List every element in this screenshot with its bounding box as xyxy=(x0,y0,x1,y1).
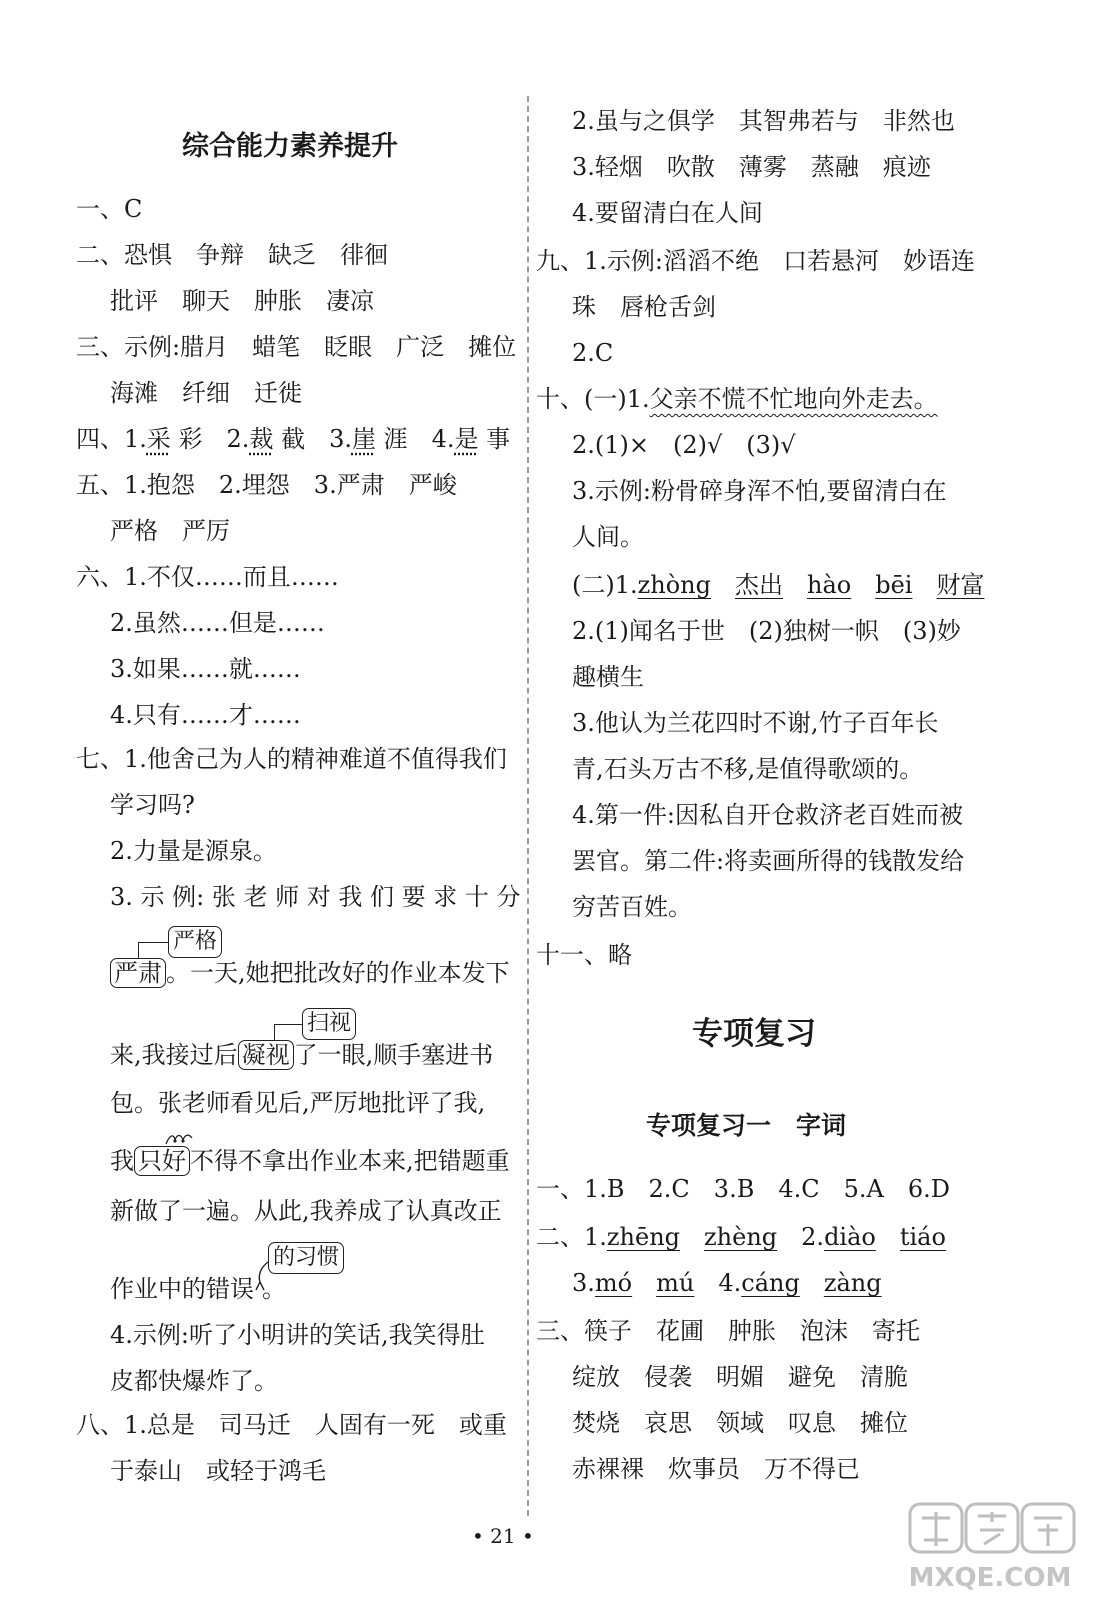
answer-7-2: 2.力量是源泉。 xyxy=(110,837,277,865)
answer-5: 五、1.抱怨 2.埋怨 3.严肃 严峻 xyxy=(76,471,457,499)
answer-1: 一、C xyxy=(76,195,143,223)
answer-10-part2-3-cont: 青,石头万古不移,是值得歌颂的。 xyxy=(572,755,924,783)
review-answer-2-cont: 3.mó mú 4.cáng zàng xyxy=(572,1269,882,1297)
review-answer-1: 一、1.B 2.C 3.B 4.C 5.A 6.D xyxy=(536,1175,950,1203)
answer-10-part2-4-cont: 罢官。第二件:将卖画所得的钱散发给 xyxy=(572,847,965,875)
answer-8-cont: 于泰山 或轻于鸿毛 xyxy=(110,1457,326,1485)
answer-10-part2-4: 4.第一件:因私自开仓救济老百姓而被 xyxy=(572,801,963,829)
answer-9: 九、1.示例:滔滔不绝 口若悬河 妙语连 xyxy=(536,247,975,275)
answer-10-part2-3: 3.他认为兰花四时不谢,竹子百年长 xyxy=(572,709,939,737)
answer-6-2: 2.虽然……但是…… xyxy=(110,609,325,637)
answer-6-3: 3.如果……就…… xyxy=(110,655,301,683)
answer-10-3: 3.示例:粉骨碎身浑不怕,要留清白在 xyxy=(572,477,947,505)
answer-11: 十一、略 xyxy=(536,941,632,969)
answer-7-3: 3. 示 例: 张 老 师 对 我 们 要 求 十 分 xyxy=(110,883,521,911)
answer-6-4: 4.只有……才…… xyxy=(110,701,301,729)
answer-8: 八、1.总是 司马迁 人固有一死 或重 xyxy=(76,1411,507,1439)
answer-7-cont: 学习吗? xyxy=(110,791,195,819)
review-answer-3-cont: 焚烧 哀思 领域 叹息 摊位 xyxy=(572,1409,908,1437)
review-answer-3-cont: 绽放 侵袭 明媚 避免 清脆 xyxy=(572,1363,908,1391)
answer-10: 十、(一)1.父亲不慌不忙地向外走去。 xyxy=(536,385,938,413)
answer-2-cont: 批评 聊天 肿胀 凄凉 xyxy=(110,287,374,315)
answer-7-3-line6: 新做了一遍。从此,我养成了认真改正 xyxy=(110,1197,502,1225)
review-answer-3-cont: 赤裸裸 炊事员 万不得已 xyxy=(572,1455,860,1483)
answer-8-2: 2.虽与之俱学 其智弗若与 非然也 xyxy=(572,107,955,135)
answer-8-4: 4.要留清白在人间 xyxy=(572,199,763,227)
answer-7-4-cont: 皮都快爆炸了。 xyxy=(110,1367,278,1395)
answer-7-3-line5: 我 只好 不得不拿出作业本来,把错题重 xyxy=(110,1147,510,1175)
answer-5-cont: 严格 严厉 xyxy=(110,517,230,545)
review-answer-2: 二、1.zhēng zhèng 2.diào tiáo xyxy=(536,1223,946,1251)
answer-4: 四、1.采 彩 2.裁 截 3.崖 涯 4.是 事 xyxy=(76,425,511,453)
answer-10-part2-4-end: 穷苦百姓。 xyxy=(572,893,692,921)
correction-insert: 的习惯 xyxy=(268,1242,344,1274)
answer-10-part2-2-cont: 趣横生 xyxy=(572,663,644,691)
answer-10-part2: (二)1.zhòng 杰出 hào bēi 财富 xyxy=(572,571,985,599)
answer-6: 六、1.不仅……而且…… xyxy=(76,563,339,591)
answer-7-3-line4: 包。张老师看见后,严厉地批评了我, xyxy=(110,1089,486,1117)
answer-7-3-line7: 作业中的错误 。 xyxy=(110,1275,286,1303)
answer-7-3-line3: 来,我接过后 凝视 了一眼,顺手塞进书 xyxy=(110,1041,494,1069)
watermark-logo xyxy=(888,1500,1093,1600)
answer-10-part2-2: 2.(1)闻名于世 (2)独树一帜 (3)妙 xyxy=(572,617,961,645)
subsection-title: 专项复习一 字词 xyxy=(646,1111,847,1140)
correction-insert: 严格 xyxy=(168,926,222,958)
answer-7-3-cont: 严肃 。一天,她把批改好的作业本发下 xyxy=(110,956,510,990)
section-title: 专项复习 xyxy=(692,1016,816,1052)
page-number: • 21 • xyxy=(472,1524,534,1548)
answer-10-2: 2.(1)× (2)√ (3)√ xyxy=(572,431,796,459)
answer-7: 七、1.他舍己为人的精神难道不值得我们 xyxy=(76,745,507,773)
answer-9-cont: 珠 唇枪舌剑 xyxy=(572,293,716,321)
column-divider xyxy=(527,96,529,1516)
review-answer-3: 三、筷子 花圃 肿胀 泡沫 寄托 xyxy=(536,1317,920,1345)
answer-3-cont: 海滩 纤细 迁徙 xyxy=(110,379,302,407)
watermark-text: MXQE.COM xyxy=(908,1563,1072,1593)
answer-9-2: 2.C xyxy=(572,339,614,367)
answer-2: 二、恐惧 争辩 缺乏 徘徊 xyxy=(76,241,388,269)
answer-10-3-cont: 人间。 xyxy=(572,523,644,551)
answer-8-3: 3.轻烟 吹散 薄雾 蒸融 痕迹 xyxy=(572,153,931,181)
section-title: 综合能力素养提升 xyxy=(182,131,398,162)
answer-3: 三、示例:腊月 蜡笔 眨眼 广泛 摊位 xyxy=(76,333,517,361)
correction-insert: 扫视 xyxy=(302,1008,356,1040)
answer-7-4: 4.示例:听了小明讲的笑话,我笑得肚 xyxy=(110,1321,485,1349)
